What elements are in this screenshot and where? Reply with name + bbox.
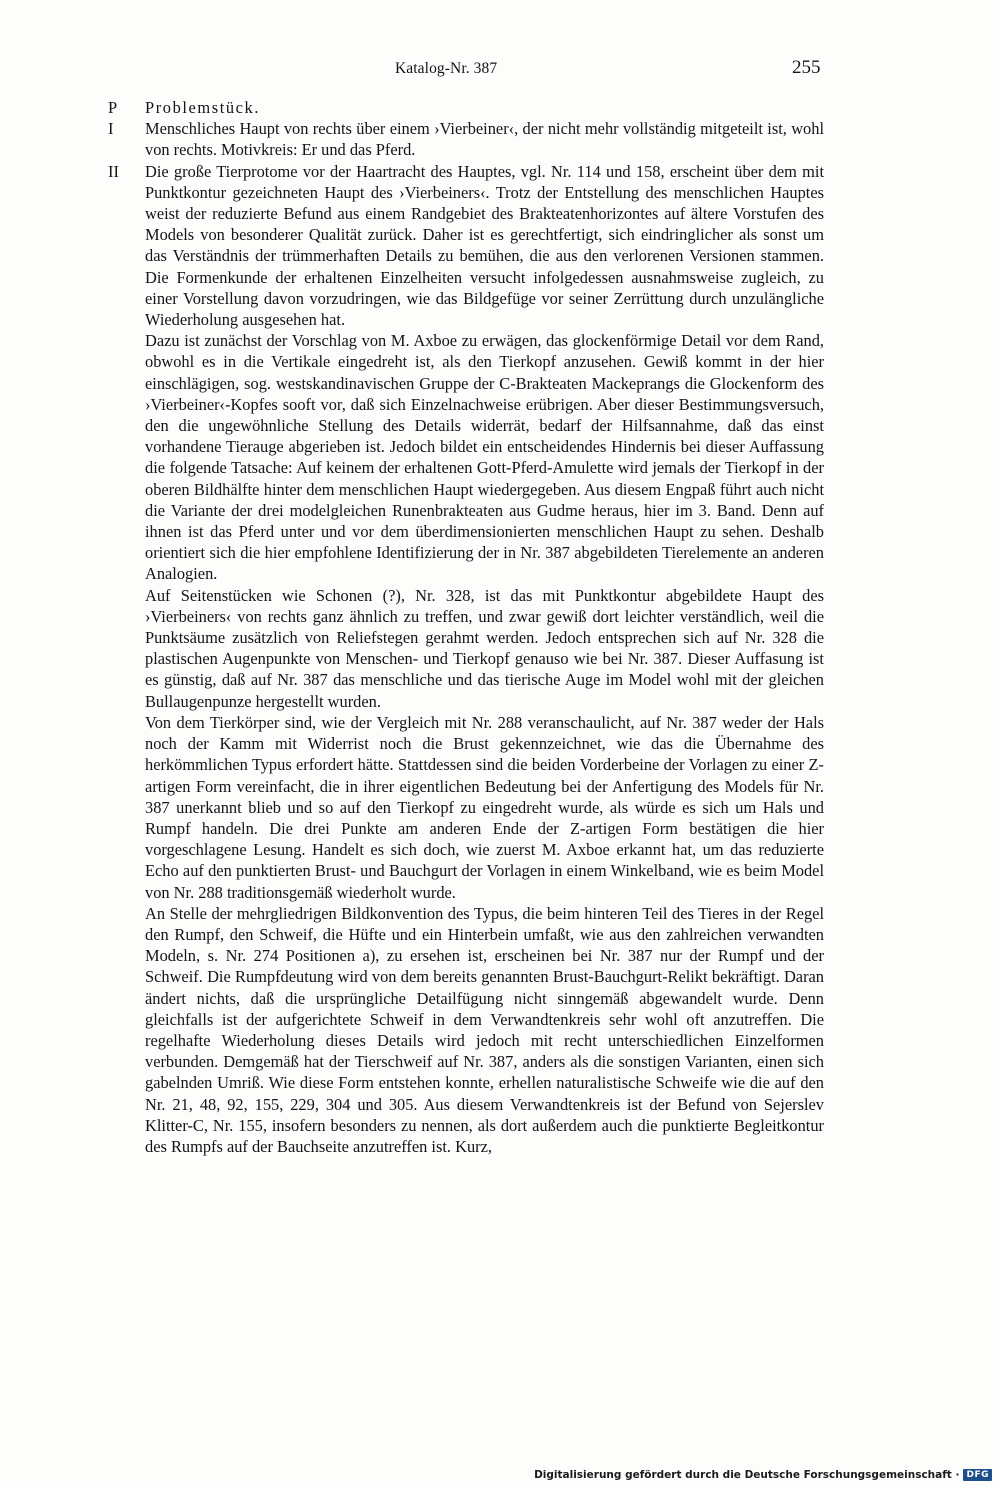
section-p-text: Problemstück. bbox=[145, 98, 261, 117]
section-ii-paragraph: Die große Tierprotome vor der Haartracht des Hauptes, vgl. Nr. 114 und 158, erscheint über dem mit Punktkontur gezeichneten Haupt des ›Vierbeiners‹. Trotz der Entstellung des menschlichen Hauptes weist der reduzierte Befund aus einem Randgebiet des Brakteatenhorizontes auf ältere Vorstufen des Models von besonderer Qualität zurück. Daher ist es gerechtfertigt, sich eindringlicher als sonst um das Verständnis der trümmerhaften Details zu bemühen, die aus den verlorenen Versionen stammen. Die Formenkunde der erhaltenen Einzelheiten versucht infolgedessen ausnahmsweise zugleich, zu einer Vorstellung davon vorzudringen, wie das Bildgefüge vor seiner Zerrüttung durch unzulängliche Wiederholung ausgesehen hat. bbox=[145, 161, 824, 330]
section-ii-paragraph: Dazu ist zunächst der Vorschlag von M. Axboe zu erwägen, das glockenförmige Detail vor dem Rand, obwohl es in die Vertikale eingedreht ist, als den Tierkopf anzusehen. Gewiß kommt in der hier einschlägigen, sog. westskandinavischen Gruppe der C-Brakteaten Mackeprangs die Glockenform des ›Vierbeiner‹-Kopfes sooft vor, daß sich Einzelnachweise erübrigen. Aber dieser Bestimmungsversuch, den die ungewöhnliche Stellung des Details widerrät, bedarf der Hilfsannahme, daß das einst vorhandene Tierauge abgerieben ist. Jedoch bildet ein entscheidendes Hindernis bei dieser Auffassung die folgende Tatsache: Auf keinem der erhaltenen Gott-Pferd-Amulette wird jemals der Tierkopf in der oberen Bildhälfte hinter dem menschlichen Haupt wiedergegeben. Aus diesem Engpaß führt auch nicht die Variante der drei modelgleichen Runenbrakteaten aus Gudme heraus, hier im 3. Band. Denn auf ihnen ist das Pferd unter und vor dem überdimensionierten menschlichen Haupt zu sehen. Deshalb orientiert sich die hier empfohlene Identifizierung der in Nr. 387 abgebildeten Tierelemente an anderen Analogien. bbox=[145, 331, 824, 584]
section-i-text: Menschliches Haupt von rechts über einem ›Vierbeiner‹, der nicht mehr vollständig mitgeteilt ist, wohl von rechts. Motivkreis: Er und das Pferd. bbox=[145, 119, 824, 160]
footer-credit-text: Digitalisierung gefördert durch die Deutsche Forschungsgemeinschaft · bbox=[534, 1469, 960, 1481]
catalog-entry-body bbox=[108, 97, 824, 1157]
dfg-logo: DFG bbox=[963, 1469, 992, 1481]
section-marker-p: P bbox=[108, 98, 118, 117]
section-i bbox=[108, 118, 824, 160]
section-ii-paragraph: Von dem Tierkörper sind, wie der Vergleich mit Nr. 288 veranschaulicht, auf Nr. 387 weder der Hals noch der Kamm mit Widerrist noch die Brust gekennzeichnet, wie das die Übernahme des herkömmlichen Typus erfordert hätte. Stattdessen sind die beiden Vorderbeine der Vorlagen zu einer Z-artigen Form vereinfacht, die in ihrer eigentlichen Bedeutung bei der Anfertigung des Models für Nr. 387 unerkannt blieb und so auf den Tierkopf zu eingedreht wurde, als würde es sich um Hals und Rumpf handeln. Die drei Punkte am anderen Ende der Z-artigen Form bestätigen die hier vorgeschlagene Lesung. Handelt es sich doch, wie zuerst M. Axboe erkannt hat, um das reduzierte Echo auf den punktierten Brust- und Bauchgurt der Vorlagen in einem Winkelband, wie es beim Model von Nr. 288 traditionsgemäß wiederholt wurde. bbox=[145, 712, 824, 902]
digitization-footer bbox=[534, 1469, 992, 1481]
running-title: Katalog-Nr. 387 bbox=[395, 60, 498, 77]
section-marker-ii: II bbox=[108, 161, 119, 181]
section-marker-i: I bbox=[108, 119, 114, 139]
section-ii bbox=[108, 161, 824, 1158]
section-p bbox=[108, 97, 824, 118]
running-head bbox=[0, 57, 1000, 82]
section-ii-paragraph: Auf Seitenstücken wie Schonen (?), Nr. 328, ist das mit Punktkontur abgebildete Haupt des ›Vierbeiners‹ von rechts ganz ähnlich zu treffen, und zwar gewiß dort leichter verständlich, weil die Punktsäume zusätzlich von Reliefstegen gerahmt werden. Jedoch entsprechen sich auf Nr. 328 die plastischen Augenpunkte von Menschen- und Tierkopf genauso wie bei Nr. 387. Dieser Auffasung ist es günstig, daß auf Nr. 387 das menschliche und das tierische Auge im Model wohl mit der gleichen Bullaugenpunze hergestellt wurden. bbox=[145, 585, 824, 711]
page-number: 255 bbox=[792, 57, 821, 78]
section-ii-paragraph: An Stelle der mehrgliedrigen Bildkonvention des Typus, die beim hinteren Teil des Tieres in der Regel den Rumpf, den Schweif, die Hüfte und ein Hinterbein umfaßt, wie aus den zahlreichen verwandten Modeln, s. Nr. 274 Positionen a), zu ersehen ist, erscheinen bei Nr. 387 nur der Rumpf und der Schweif. Die Rumpfdeutung wird von dem bereits genannten Brust-Bauchgurt-Relikt bekräftigt. Daran ändert nichts, daß die ursprüngliche Detailfügung nicht sinngemäß abgewandelt wurde. Denn gleichfalls ist der aufgerichtete Schweif in dem Verwandtenkreis sehr wohl oft anzutreffen. Die regelhafte Wiederholung dieses Details wird jedoch mit recht unterschiedlichen Einzelformen verbunden. Demgemäß hat der Tierschweif auf Nr. 387, anders als die sonstigen Varianten, einen sich gabelnden Umriß. Wie diese Form entstehen konnte, erhellen naturalistische Schweife wie die auf den Nr. 21, 48, 92, 155, 229, 304 und 305. Aus diesem Verwandtenkreis ist der Befund von Sejerslev Klitter-C, Nr. 155, insofern besonders zu nennen, als dort außerdem auch die punktierte Begleitkontur des Rumpfs auf der Bauchseite anzutreffen ist. Kurz, bbox=[145, 903, 824, 1156]
